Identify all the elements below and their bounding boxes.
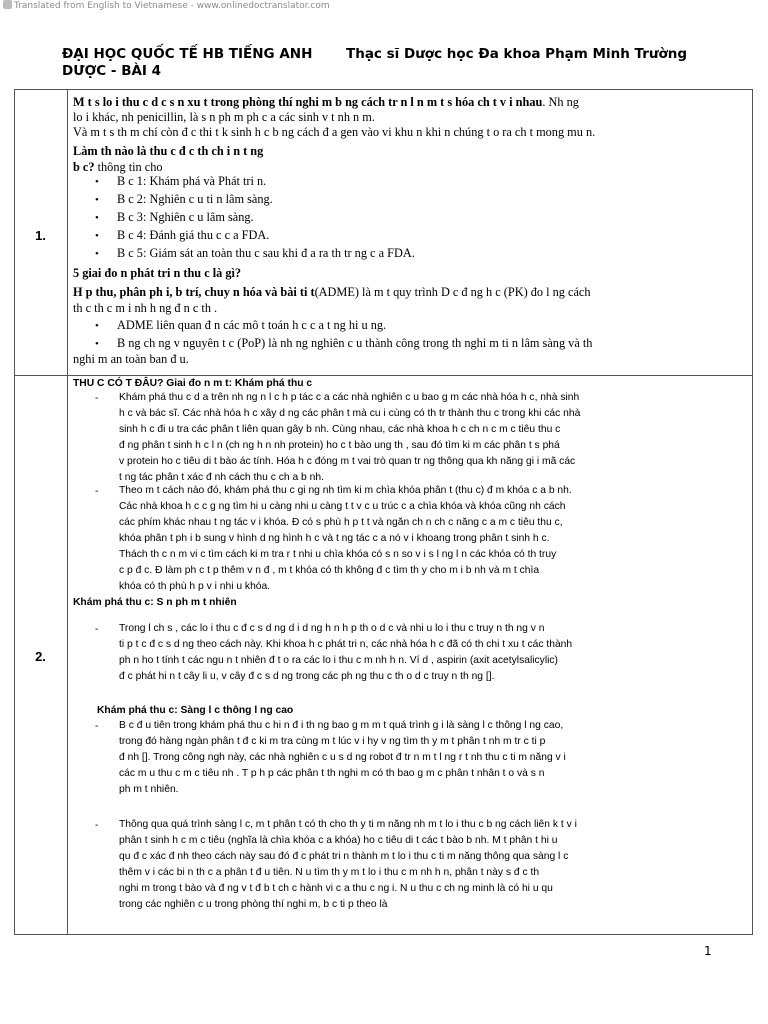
translation-banner xyxy=(3,0,330,11)
paragraph-line: các phím khác nhau t ng tác v i khóa. Đ có s phù h p t t và ngăn ch n ch c năng c a m c tiêu thu c, xyxy=(119,517,563,528)
header-right: Thạc sĩ Dược học Đa khoa Phạm Minh Trường xyxy=(346,46,688,62)
row1-adme-bold: H p thu, phân ph i, b trí, chuy n hóa và bài ti t xyxy=(73,285,315,299)
row1-bullet: B ng ch ng v nguyên t c (PoP) là nh ng nghiên c u thành công trong th nghi m ti n lâm sàng và th xyxy=(117,336,593,350)
step-item: B c 1: Khám phá và Phát tri n. xyxy=(117,174,267,188)
row2-heading-screening: Khám phá thu c: Sàng l c thông l ng cao xyxy=(97,705,294,716)
paragraph-line: ti p t c đ c s d ng theo cách này. Khi khoa h c phát tri n, các nhà hóa h c đã có th chi t xu t các thành xyxy=(119,639,573,650)
row1-intro-rest: . Nh ng xyxy=(542,95,579,109)
paragraph-line: Các nhà khoa h c c g ng tìm hi u càng nhi u càng t t v c u trúc c a chìa khóa và khóa cũng nh cách xyxy=(119,501,566,512)
paragraph-line: ph n ho t tính t các ngu n t nhiên đ t o ra các lo i thu c m nh h n. Ví d , aspirin (axit acetylsalicylic) xyxy=(119,655,558,666)
paragraph-line: khóa có th phù h p v i nhi u khóa. xyxy=(119,581,271,592)
row1-adme xyxy=(73,286,591,298)
dash-icon: - xyxy=(95,624,99,635)
row1-question2-bold: b c? xyxy=(73,160,95,174)
row1-bullet: ADME liên quan đ n các mô t toán h c c a t ng hi u ng. xyxy=(117,318,387,332)
bullet-icon: • xyxy=(95,212,99,224)
paragraph-line: h c và bác sĩ. Các nhà hóa h c xây d ng các phân t mà cu i cùng có th tr thành thu c trong khi các nhà xyxy=(119,408,581,419)
banner-text: Translated from English to Vietnamese - www.onlinedoctranslator.com xyxy=(14,1,330,11)
row1-last-line: nghi m an toàn ban đ u. xyxy=(73,352,189,366)
translate-icon xyxy=(3,0,12,9)
bullet-icon: • xyxy=(95,230,99,242)
paragraph-line: Khám phá thu c d a trên nh ng n l c h p tác c a các nhà nghiên c u bao g m các nhà hóa h c, nhà sinh xyxy=(119,392,580,403)
row1-stages-heading: 5 giai đo n phát tri n thu c là gì? xyxy=(73,266,242,280)
bullet-icon: • xyxy=(95,320,99,332)
page-number: 1 xyxy=(704,944,712,958)
step-item: B c 3: Nghiên c u lâm sàng. xyxy=(117,210,254,224)
paragraph-line: nghi m trong t bào và đ ng v t đ b t ch c hành vi c a thu c ng i. N u thu c ch ng minh là có hi u qu xyxy=(119,883,553,894)
step-item: B c 5: Giám sát an toàn thu c sau khi đ a ra th tr ng c a FDA. xyxy=(117,246,415,260)
row1-question: Làm th nào là thu c đ c th ch i n t ng xyxy=(73,144,264,158)
paragraph-line: B c đ u tiên trong khám phá thu c hi n đ i th ng bao g m m t quá trình g i là sàng l c thông l ng cao, xyxy=(119,720,564,731)
paragraph-line: Trong l ch s , các lo i thu c đ c s d ng d i d ng h n h p th o d c và nhi u lo i thu c truy n th ng v n xyxy=(119,623,545,634)
paragraph-line: trong đó hàng ngàn phân t đ c ki m tra cùng m t lúc v i hy v ng tìm th y m t phân t nh m tr c ti p xyxy=(119,736,546,747)
step-item: B c 2: Nghiên c u ti n lâm sàng. xyxy=(117,192,273,206)
row1-question2-rest: thông tin cho xyxy=(94,160,163,174)
header-left-line2: DƯỢC - BÀI 4 xyxy=(62,63,162,79)
bullet-icon: • xyxy=(95,176,99,188)
column-divider xyxy=(67,89,68,935)
dash-icon: - xyxy=(95,486,99,497)
paragraph-line: đ c phát hi n t cây li u, v cây đ c s d ng trong các ph ng thu c th o d c truy n th ng []. xyxy=(119,671,495,682)
row1-intro xyxy=(73,96,579,108)
row1-intro-bold: M t s lo i thu c d c s n xu t trong phòng thí nghi m b ng cách tr n l n m t s hóa ch t v i nhau xyxy=(73,95,543,109)
dash-icon: - xyxy=(95,820,99,831)
paragraph-line: Theo m t cách nào đó, khám phá thu c gi ng nh tìm ki m chìa khóa phân t (thu c) đ m khóa c a b nh. xyxy=(119,485,572,496)
paragraph-line: Thông qua quá trình sàng l c, m t phân t có th cho th y ti m năng nh m t lo i thu c b ng cách liên k t v i xyxy=(119,819,577,830)
bullet-icon: • xyxy=(95,338,99,350)
row2-title: THU C CÓ T ĐÂU? Giai đo n m t: Khám phá thu c xyxy=(73,378,313,389)
paragraph-line: qu đ c xác đ nh theo cách này sau đó đ c phát tri n thành m t lo i thu c ti m năng thông qua sàng l c xyxy=(119,851,569,862)
row2-heading-natural: Khám phá thu c: S n ph m t nhiên xyxy=(73,597,237,608)
paragraph-line: v protein ho c tiêu di t bào ác tính. Hóa h c đóng m t vai trò quan tr ng thông qua kh năng gi i mã các xyxy=(119,456,576,467)
paragraph-line: thêm v i các bi n th c a phân t đ u tiên. N u tìm th y m t lo i thu c m nh h n, phân t này s đ c th xyxy=(119,867,540,878)
row1-adme-rest: (ADME) là m t quy trình D c đ ng h c (PK) đo l ng cách xyxy=(314,285,591,299)
paragraph-line: Thách th c n m vi c tìm cách ki m tra r t nhi u chìa khóa có s n so v i s l ng l n các khóa có th truy xyxy=(119,549,557,560)
row1-adme2: th c th c m i nh h ng đ n c th . xyxy=(73,301,218,315)
header-left-line1: ĐẠI HỌC QUỐC TẾ HB TIẾNG ANH xyxy=(62,46,313,62)
row1-question2 xyxy=(73,161,163,173)
paragraph-line: khóa phân t ph i b sung v hình d ng hình h c và t ng tác c a nó v i khoang trong phân t sinh h c. xyxy=(119,533,550,544)
paragraph-line: sinh h c đi u tra các phân t liên quan gây b nh. Cùng nhau, các nhà khoa h c ch n c m c tiêu thu c xyxy=(119,424,561,435)
bullet-icon: • xyxy=(95,194,99,206)
paragraph-line: ph m t nhiên. xyxy=(119,784,179,795)
paragraph-line: các m u thu c m c tiêu nh . T p h p các phân t th nghi m có th bao g m c phân t nhân t o và s n xyxy=(119,768,545,779)
row2-number: 2. xyxy=(35,649,46,664)
dash-icon: - xyxy=(95,393,99,404)
step-item: B c 4: Đánh giá thu c c a FDA. xyxy=(117,228,270,242)
paragraph-line: c p đ c. Đ làm ph c t p thêm v n đ , m t khóa có th không đ c tìm th y cho m i b nh và m t chìa xyxy=(119,565,540,576)
paragraph-line: đ nh []. Trong công ngh này, các nhà nghiên c u s d ng robot đ tr n m t l ng r t nh thu c ti m năng v i xyxy=(119,752,566,763)
bullet-icon: • xyxy=(95,248,99,260)
paragraph-line: t ng tác phân t xác đ nh cách thu c ch a b nh. xyxy=(119,472,324,483)
paragraph-line: đ ng phân t sinh h c l n (ch ng h n nh protein) ho c t bào ung th , sau đó tìm ki m các phân t s phá xyxy=(119,440,560,451)
row-divider xyxy=(14,375,753,376)
paragraph-line: trong các nghiên c u trong phòng thí nghi m, b c ti p theo là xyxy=(119,899,388,910)
dash-icon: - xyxy=(95,721,99,732)
row1-line3: Và m t s th m chí còn đ c thi t k sinh h c b ng cách đ a gen vào vi khu n khi n chúng t o ra ch t mong mu n. xyxy=(73,125,596,139)
paragraph-line: phân t sinh h c m c tiêu (nghĩa là chìa khóa c a khóa) ho c tiêu di t các t bào b nh. M t phân t hi u xyxy=(119,835,558,846)
row1-line2: lo i khác, nh penicillin, là s n ph m ph c a các sinh v t nh n m. xyxy=(73,110,375,124)
row1-number: 1. xyxy=(35,228,46,243)
